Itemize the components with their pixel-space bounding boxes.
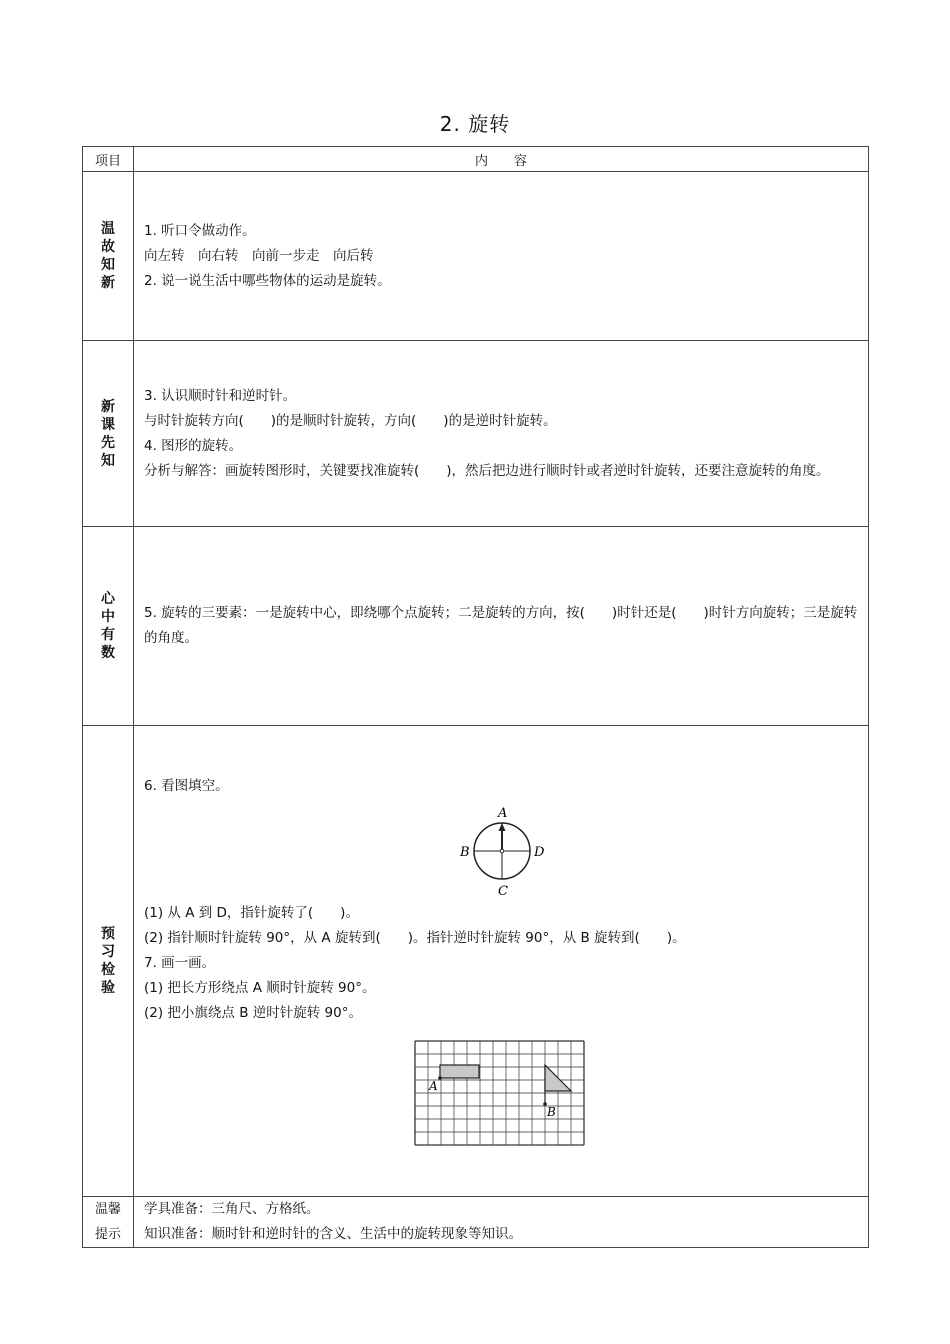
tips-row	[83, 1197, 869, 1248]
section-content	[134, 527, 869, 726]
text-line: 向左转 向右转 向前一步走 向后转	[144, 247, 374, 264]
text-line: (2) 指针顺时针旋转 90°，从 A 旋转到( )。指针逆时针旋转 90°，从 B 旋转到( )。	[144, 930, 686, 946]
section-label: 新 课 先 知	[83, 341, 134, 527]
page-title: 2. 旋转	[439, 112, 511, 136]
pointer-arrow-icon	[499, 823, 506, 831]
rectangle-shape	[440, 1065, 479, 1078]
text-line: 知识准备：顺时针和逆时针的含义、生活中的旋转现象等知识。	[144, 1226, 522, 1242]
text-line: 与时针旋转方向( )的是顺时针旋转，方向( )的是逆时针旋转。	[144, 412, 557, 429]
preview-table	[82, 146, 869, 1248]
section-review	[83, 172, 869, 341]
point-label-a: A	[498, 806, 508, 821]
tips-label: 温馨 提示	[83, 1197, 134, 1248]
section-new-lesson	[83, 341, 869, 527]
text-line: 学具准备：三角尺、方格纸。	[144, 1201, 320, 1217]
clock-circle-figure	[454, 805, 554, 897]
tips-content	[134, 1197, 869, 1248]
header-content: 内 容	[134, 147, 869, 172]
grid-label-a: A	[429, 1079, 438, 1093]
section-preview-check	[83, 726, 869, 1197]
point-label-c: C	[498, 884, 508, 897]
text-line: 6. 看图填空。	[144, 778, 229, 794]
section-content	[134, 341, 869, 527]
section-label: 温 故 知 新	[83, 172, 134, 341]
grid-figure	[414, 1040, 590, 1146]
text-line: 5. 旋转的三要素：一是旋转中心，即绕哪个点旋转；二是旋转的方向，按( )时针还是( )时针方向旋转；三是旋转的角度。	[144, 605, 858, 646]
header-item: 项目	[83, 147, 134, 172]
text-line: (1) 从 A 到 D，指针旋转了( )。	[144, 905, 359, 921]
section-key-points	[83, 527, 869, 726]
text-line: (1) 把长方形绕点 A 顺时针旋转 90°。	[144, 980, 376, 996]
text-line: 4. 图形的旋转。	[144, 437, 243, 454]
text-line: 分析与解答：画旋转图形时，关键要找准旋转( )，然后把边进行顺时针或者逆时针旋转，还要注意旋转的角度。	[144, 462, 830, 479]
text-line: (2) 把小旗绕点 B 逆时针旋转 90°。	[144, 1005, 362, 1021]
text-line: 7. 画一画。	[144, 955, 216, 971]
text-line: 2. 说一说生活中哪些物体的运动是旋转。	[144, 272, 391, 289]
section-content	[134, 172, 869, 341]
rotation-point-a	[438, 1076, 442, 1080]
text-line: 1. 听口令做动作。	[144, 222, 256, 239]
point-label-b: B	[460, 845, 470, 860]
grid-lines	[415, 1041, 584, 1145]
section-label: 心 中 有 数	[83, 527, 134, 726]
section-label: 预 习 检 验	[83, 726, 134, 1197]
section-content	[134, 726, 869, 1197]
text-line: 3. 认识顺时针和逆时针。	[144, 387, 297, 404]
grid-label-b: B	[547, 1105, 556, 1119]
point-label-d: D	[534, 845, 545, 860]
table-header	[83, 147, 869, 172]
